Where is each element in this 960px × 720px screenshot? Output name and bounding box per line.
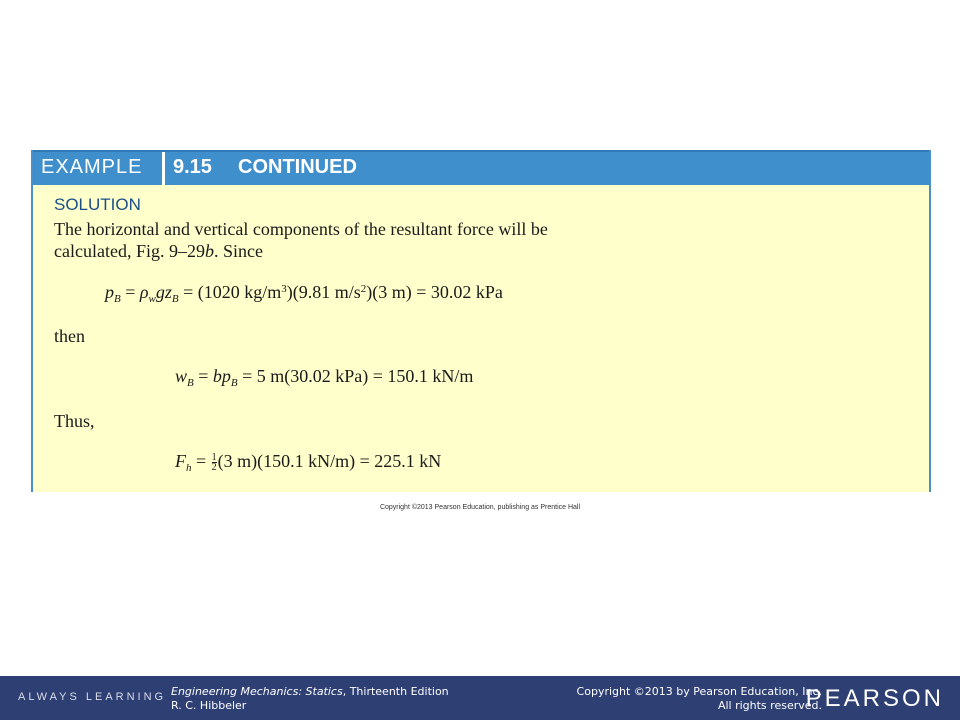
- eq1-rhs-a: = (1020 kg/m: [183, 282, 282, 302]
- example-header: [33, 150, 929, 185]
- header-divider: [162, 152, 165, 185]
- eq3-rhs: (3 m)(150.1 kN/m) = 225.1 kN: [217, 451, 442, 471]
- example-title: CONTINUED: [238, 156, 357, 178]
- intro-line-2-suffix: . Since: [213, 241, 263, 261]
- eq1-rhs-c: )(3 m) = 30.02 kPa: [366, 282, 503, 302]
- pearson-logo: PEARSON: [805, 685, 944, 712]
- example-box: [31, 150, 931, 492]
- footer-copyright-line2: All rights reserved.: [717, 699, 822, 712]
- eq2-rhs: = 5 m(30.02 kPa) = 150.1 kN/m: [242, 366, 474, 386]
- fraction-half: $\frac{1}{2}$: [211, 452, 217, 474]
- book-title: Engineering Mechanics: Statics: [171, 685, 343, 698]
- intro-fig-letter: b: [204, 241, 214, 261]
- equation-pressure: $p_B = \rho_wgz_B = (1020$ $kg/m^3)(9.81$ $m/s^2)(3$ m) = 30.02 kPa: [105, 282, 503, 305]
- word-thus: Thus,: [54, 411, 95, 431]
- equation-load-intensity: $w_B = bp_B = 5$ m(30.02 kPa) = 150.1 kN/m: [175, 366, 474, 389]
- equation-horizontal-force: $F_h$ = $\frac{1}{2}$ (3 m)(150.1 kN/m) = 225.1 kN: [175, 451, 442, 474]
- book-author: R. C. Hibbeler: [171, 699, 247, 712]
- footer-copyright-line1: Copyright ©2013 by Pearson Education, Inc.: [576, 685, 822, 698]
- example-label: EXAMPLE: [41, 156, 143, 178]
- footer-copyright: [577, 685, 822, 713]
- example-number: 9.15: [173, 156, 212, 178]
- book-edition: , Thirteenth Edition: [342, 685, 449, 698]
- eq1-rhs-b: )(9.81 m/s: [286, 282, 361, 302]
- footer-tagline: ALWAYS LEARNING: [18, 691, 167, 703]
- intro-line-1: The horizontal and vertical components of the resultant force will be: [54, 219, 548, 239]
- solution-intro: [54, 218, 654, 262]
- intro-line-2-prefix: calculated, Fig. 9–29: [54, 241, 205, 261]
- slide-copyright: Copyright ©2013 Pearson Education, publishing as Prentice Hall: [379, 504, 581, 511]
- solution-heading: SOLUTION: [54, 195, 141, 214]
- word-then: then: [54, 326, 85, 346]
- footer-bar: [0, 676, 960, 720]
- footer-book-info: [171, 685, 449, 713]
